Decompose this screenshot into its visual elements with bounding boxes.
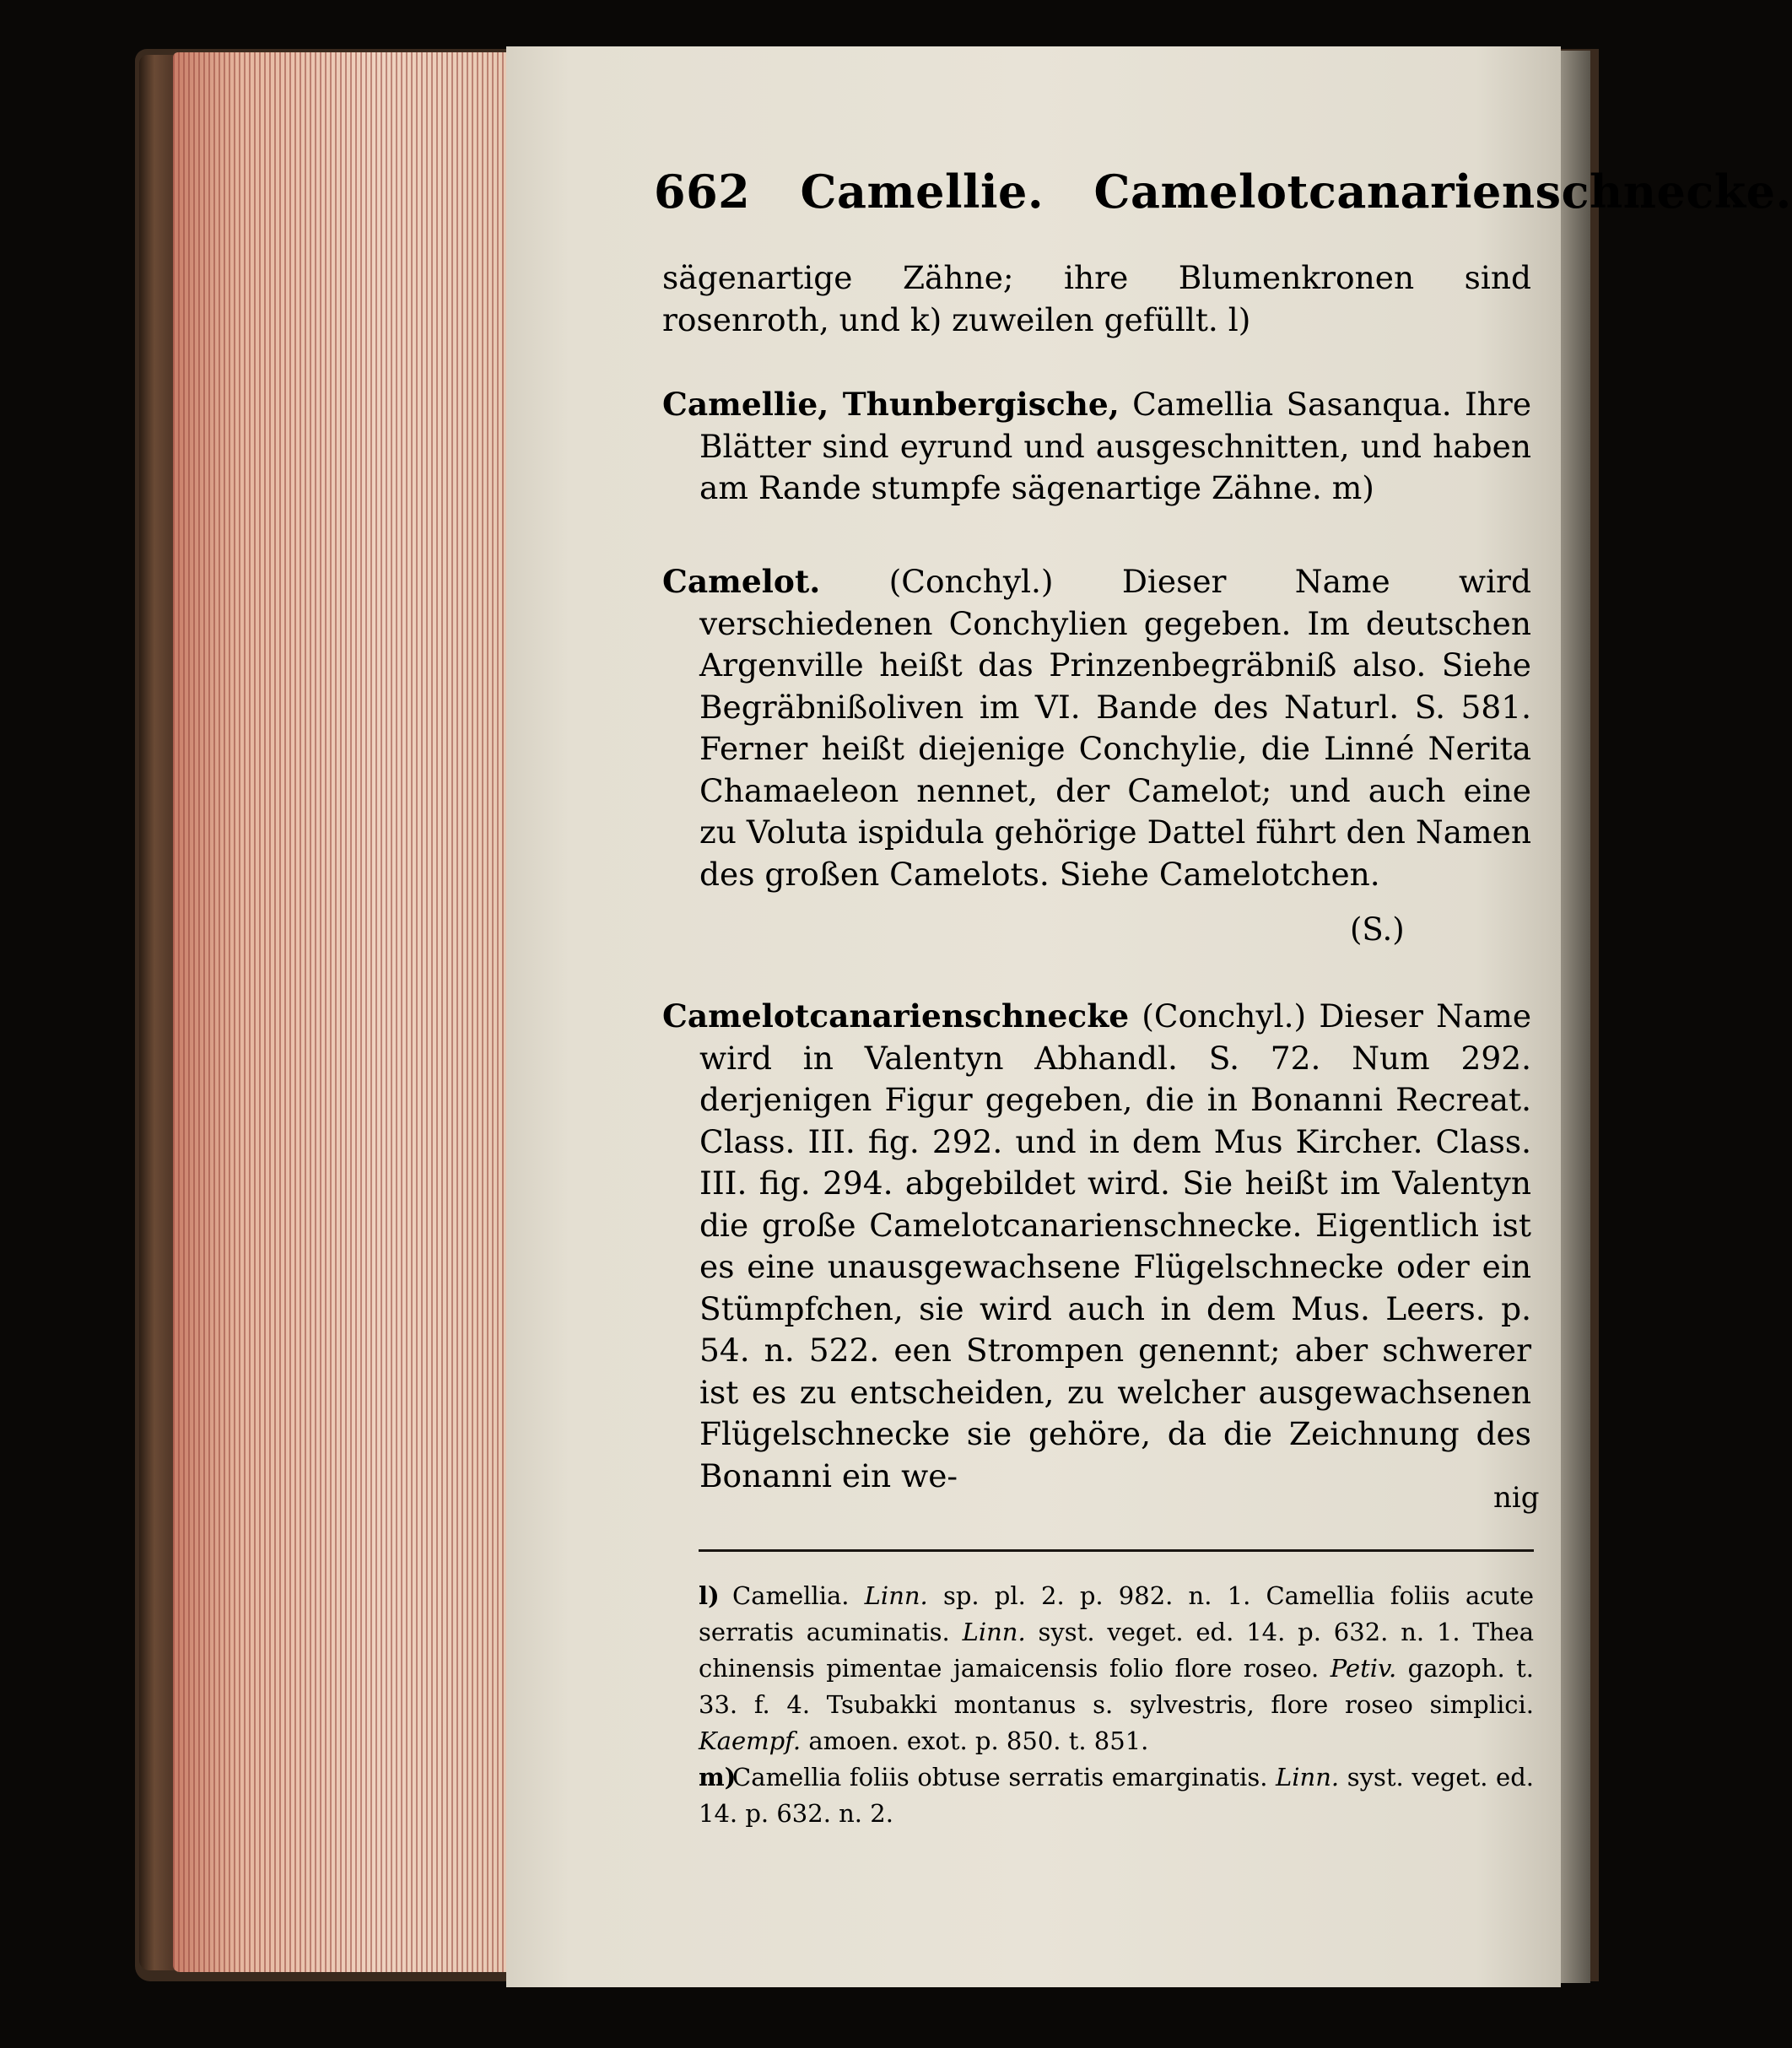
footnote-text: syst. veget. ed. 14. p. 632. n. 1. Thea chinensis pimentae jamaicensis folio flore roseo.	[699, 1618, 1534, 1683]
entry-continuation	[662, 257, 1531, 341]
footnote-text: Camellia foliis obtuse serratis emarginatis.	[732, 1763, 1277, 1791]
facing-page-edge	[1557, 51, 1590, 1983]
running-header	[654, 165, 1792, 219]
footnote-citation: Petiv.	[1330, 1654, 1397, 1683]
footnote-text: syst. veget. ed. 14. p. 632. n. 2.	[699, 1763, 1534, 1828]
footnote-mark: l)	[699, 1581, 720, 1610]
entry-camellie-thunbergische	[662, 384, 1531, 510]
page-number: 662	[654, 165, 751, 219]
footnote-text: gazoph. t. 33. f. 4. Tsubakki montanus s. sylvestris, flore roseo simplici.	[699, 1654, 1534, 1719]
entry-text: sägenartige Zähne; ihre Blumenkronen sind rosenroth, und k) zuweilen gefüllt. l)	[662, 259, 1531, 338]
entry-text: (Conchyl.) Dieser Name wird in Valentyn Abhandl. S. 72. Num 292. derjenigen Figur gegeben, die in Bonanni Recreat. Class. III. fig. 292. und in dem Mus Kircher. Class. III. fig. 294. abgebildet wird. Sie heißt im Valentyn die große Camelotcanarienschnecke. Eigentlich ist es eine unausgewachsene Flügelschnecke oder ein Stümpfchen, sie wird auch in dem Mus. Leers. p. 54. n. 522. een Strompen genennt; aber schwerer ist es zu entscheiden, zu welcher ausgewachsenen Flügelschnecke sie gehöre, da die Zeichnung des Bonanni ein we-	[699, 997, 1532, 1494]
footnote-l	[699, 1578, 1534, 1759]
entry-headword: Camelot.	[662, 563, 821, 600]
footnote-citation: Linn.	[962, 1618, 1026, 1646]
page-edges	[173, 52, 510, 1972]
footnote-m	[699, 1759, 1534, 1832]
entry-text: Camellia Sasanqua. Ihre Blätter sind eyrund und ausgeschnitten, und haben am Rande stumpfe sägenartige Zähne. m)	[699, 386, 1532, 506]
footnote-citation: Kaempf.	[699, 1726, 802, 1755]
footnote-rule	[699, 1549, 1534, 1552]
entry-headword: Camelotcanarienschnecke	[662, 997, 1130, 1035]
footnotes	[699, 1578, 1534, 1832]
footnote-text: sp. pl. 2. p. 982. n. 1. Camellia foliis acute serratis acuminatis.	[699, 1581, 1534, 1646]
entry-text: (Conchyl.) Dieser Name wird verschiedenen Conchylien gegeben. Im deutschen Argenville heißt das Prinzenbegräbniß also. Siehe Begräbnißoliven im VI. Bande des Naturl. S. 581. Ferner heißt diejenige Conchylie, die Linné Nerita Chamaeleon nennet, der Camelot; und auch eine zu Voluta ispidula gehörige Dattel führt den Namen des großen Camelots. Siehe Camelotchen.	[699, 563, 1531, 893]
footnote-citation: Linn.	[1276, 1763, 1340, 1791]
entry-camelot	[662, 561, 1531, 895]
footnote-text: amoen. exot. p. 850. t. 851.	[801, 1726, 1149, 1755]
footnote-text: Camellia.	[732, 1581, 865, 1610]
book-spine	[139, 55, 177, 1970]
entry-camelotcanarienschnecke	[662, 996, 1531, 1497]
header-title-right: Camelotcanarienschnecke.	[1093, 165, 1792, 219]
footnote-mark: m)	[699, 1763, 737, 1791]
header-title-left: Camellie.	[800, 165, 1044, 219]
author-signature: (S.)	[1350, 911, 1405, 948]
catchword: nig	[1493, 1481, 1540, 1515]
footnote-citation: Linn.	[864, 1581, 928, 1610]
entry-headword: Camellie, Thunbergische,	[662, 386, 1120, 423]
